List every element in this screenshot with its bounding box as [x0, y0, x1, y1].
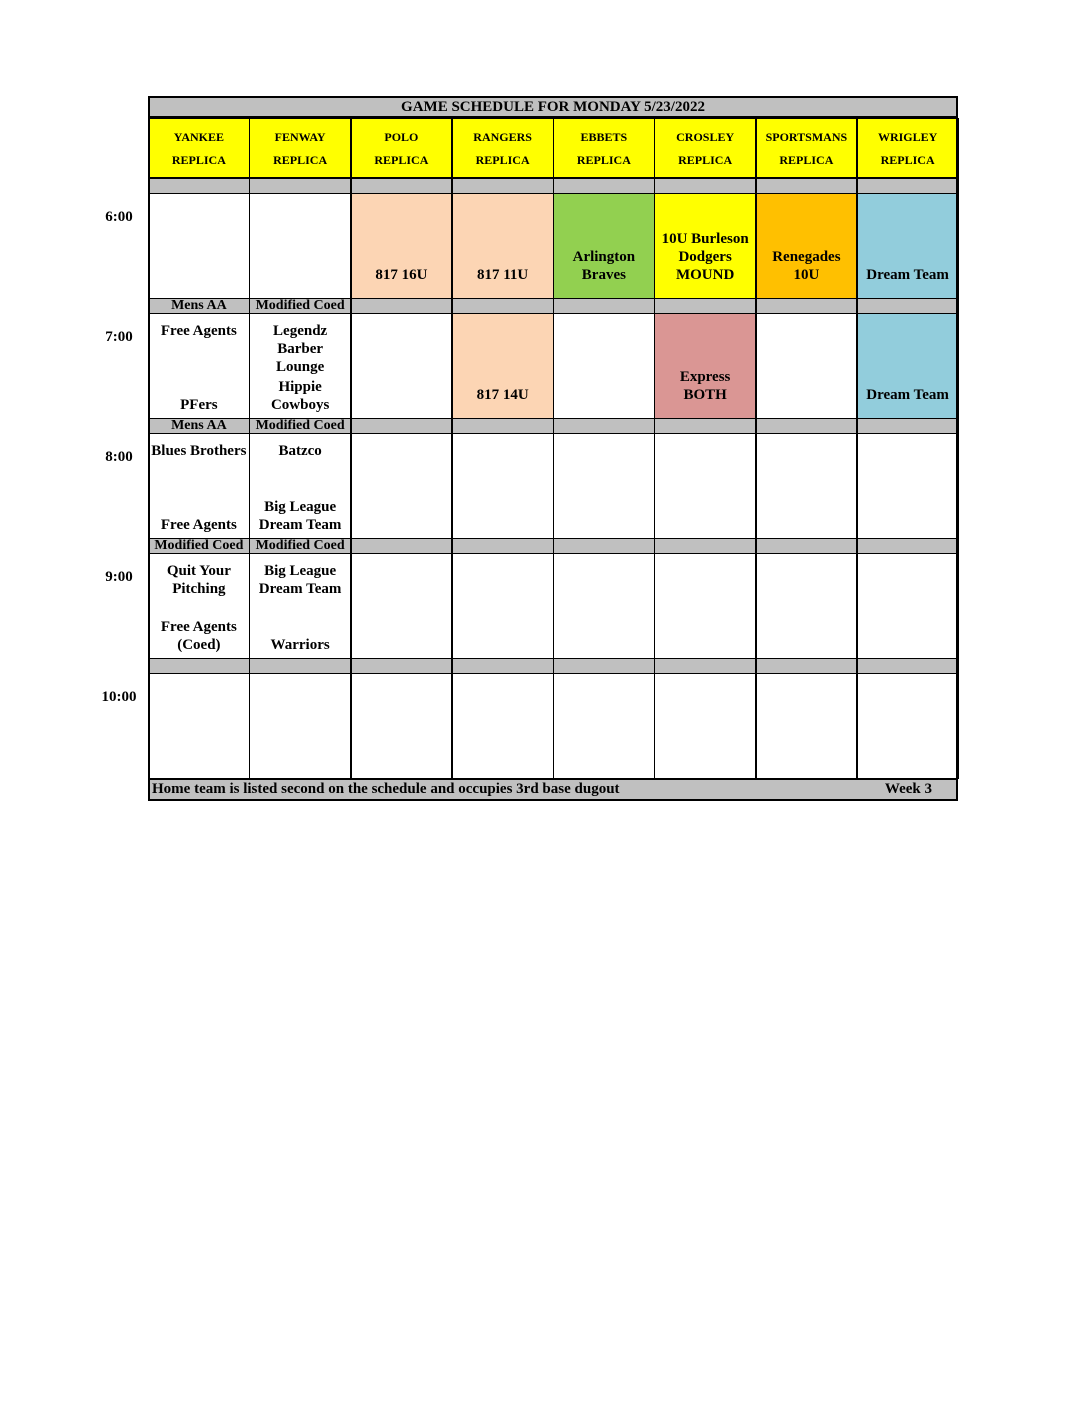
league-divider	[351, 418, 453, 434]
game-cell	[756, 553, 858, 659]
game-cell	[756, 193, 858, 299]
team-matchup: Renegades 10U	[772, 248, 841, 283]
field-header-sportsmans	[756, 118, 858, 178]
team-matchup: 10U Burleson Dodgers MOUND	[661, 230, 749, 283]
game-cell	[654, 313, 756, 419]
league-divider	[654, 298, 756, 314]
game-cell	[148, 313, 250, 419]
league-divider	[351, 178, 453, 194]
week-label: Week 3	[884, 781, 932, 797]
league-divider	[756, 658, 858, 674]
league-divider	[756, 298, 858, 314]
field-header-ebbets	[553, 118, 655, 178]
game-cell	[452, 673, 554, 779]
field-type: REPLICA	[475, 153, 530, 167]
schedule-footer	[148, 778, 958, 801]
game-cell	[553, 553, 655, 659]
league-divider	[452, 658, 554, 674]
field-type: REPLICA	[880, 153, 935, 167]
field-name: POLO	[384, 130, 419, 144]
field-header-wrigley	[857, 118, 959, 178]
league-divider: Modified Coed	[148, 538, 250, 554]
field-header-yankee	[148, 118, 250, 178]
game-cell	[452, 193, 554, 299]
game-cell	[148, 433, 250, 539]
home-team-note: Home team is listed second on the schedule and occupies 3rd base dugout	[152, 781, 620, 797]
game-cell	[351, 433, 453, 539]
game-cell	[857, 313, 959, 419]
league-divider	[351, 298, 453, 314]
game-cell	[553, 673, 655, 779]
game-cell	[148, 193, 250, 299]
league-divider	[654, 418, 756, 434]
league-divider	[452, 418, 554, 434]
league-divider: Mens AA	[148, 418, 250, 434]
league-divider	[756, 418, 858, 434]
team-matchup: Hippie Cowboys	[270, 378, 330, 413]
schedule-title: GAME SCHEDULE FOR MONDAY 5/23/2022	[148, 96, 958, 118]
field-name: FENWAY	[274, 130, 326, 144]
league-divider	[857, 538, 959, 554]
game-cell	[351, 313, 453, 419]
league-divider	[553, 658, 655, 674]
league-divider	[249, 658, 351, 674]
game-cell	[654, 673, 756, 779]
field-name: YANKEE	[173, 130, 224, 144]
league-divider	[553, 418, 655, 434]
league-divider	[249, 178, 351, 194]
league-divider	[654, 538, 756, 554]
team-matchup: Legendz Barber Lounge	[273, 323, 328, 375]
team-matchup: 817 16U	[375, 266, 428, 283]
league-divider	[351, 538, 453, 554]
game-cell	[857, 673, 959, 779]
game-cell	[452, 433, 554, 539]
time-label: 7:00	[105, 329, 133, 345]
field-type: REPLICA	[374, 153, 429, 167]
field-name: RANGERS	[473, 130, 532, 144]
team-matchup: Big League Dream Team	[258, 498, 342, 533]
game-cell	[249, 433, 351, 539]
game-cell	[756, 313, 858, 419]
game-cell	[351, 553, 453, 659]
game-cell	[857, 193, 959, 299]
field-type: REPLICA	[576, 153, 631, 167]
league-divider: Mens AA	[148, 298, 250, 314]
league-divider	[857, 418, 959, 434]
field-type: REPLICA	[273, 153, 328, 167]
game-cell	[654, 553, 756, 659]
league-divider	[756, 178, 858, 194]
team-matchup: Big League Dream Team	[258, 563, 342, 597]
team-matchup: 817 14U	[476, 386, 529, 403]
field-name: WRIGLEY	[877, 130, 938, 144]
game-cell	[553, 433, 655, 539]
game-cell	[553, 313, 655, 419]
game-cell	[249, 673, 351, 779]
game-cell	[249, 553, 351, 659]
game-cell	[553, 193, 655, 299]
league-divider	[654, 178, 756, 194]
team-matchup: Dream Team	[866, 266, 949, 283]
league-divider	[452, 178, 554, 194]
team-matchup: Free Agents (Coed)	[160, 618, 237, 653]
time-label: 9:00	[105, 569, 133, 585]
game-cell	[756, 433, 858, 539]
league-divider	[756, 538, 858, 554]
game-cell	[351, 673, 453, 779]
field-header-polo	[351, 118, 453, 178]
field-name: CROSLEY	[676, 130, 735, 144]
field-name: EBBETS	[580, 130, 628, 144]
game-cell	[857, 553, 959, 659]
game-cell	[452, 553, 554, 659]
league-divider	[654, 658, 756, 674]
game-cell	[249, 193, 351, 299]
game-cell	[654, 433, 756, 539]
team-matchup: Warriors	[270, 636, 330, 653]
team-matchup: Quit Your Pitching	[166, 563, 231, 597]
league-divider	[553, 298, 655, 314]
team-matchup: Arlington Braves	[572, 248, 636, 283]
league-divider	[452, 538, 554, 554]
team-matchup: Express BOTH	[679, 368, 731, 403]
league-divider	[148, 178, 250, 194]
team-matchup: Free Agents	[160, 323, 237, 339]
game-cell	[148, 673, 250, 779]
game-cell	[249, 313, 351, 419]
time-label: 10:00	[101, 689, 137, 705]
league-divider	[553, 178, 655, 194]
field-header-fenway	[249, 118, 351, 178]
league-divider	[452, 298, 554, 314]
league-divider: Modified Coed	[249, 418, 351, 434]
team-matchup: PFers	[180, 396, 218, 413]
field-header-crosley	[654, 118, 756, 178]
game-cell	[756, 673, 858, 779]
game-cell	[148, 553, 250, 659]
team-matchup: Dream Team	[866, 386, 949, 403]
league-divider: Modified Coed	[249, 538, 351, 554]
league-divider	[857, 298, 959, 314]
field-name: SPORTSMANS	[765, 130, 848, 144]
league-divider: Modified Coed	[249, 298, 351, 314]
field-type: REPLICA	[779, 153, 834, 167]
game-cell	[857, 433, 959, 539]
game-cell	[654, 193, 756, 299]
team-matchup: 817 11U	[476, 266, 529, 283]
league-divider	[553, 538, 655, 554]
league-divider	[148, 658, 250, 674]
field-header-rangers	[452, 118, 554, 178]
league-divider	[857, 178, 959, 194]
league-divider	[857, 658, 959, 674]
league-divider	[351, 658, 453, 674]
team-matchup: Batzco	[278, 443, 322, 459]
field-type: REPLICA	[678, 153, 733, 167]
game-cell	[351, 193, 453, 299]
game-cell	[452, 313, 554, 419]
team-matchup: Blues Brothers	[151, 443, 247, 459]
time-label: 8:00	[105, 449, 133, 465]
field-type: REPLICA	[171, 153, 226, 167]
team-matchup: Free Agents	[160, 516, 237, 533]
schedule-table	[148, 96, 958, 801]
time-label: 6:00	[105, 209, 133, 225]
